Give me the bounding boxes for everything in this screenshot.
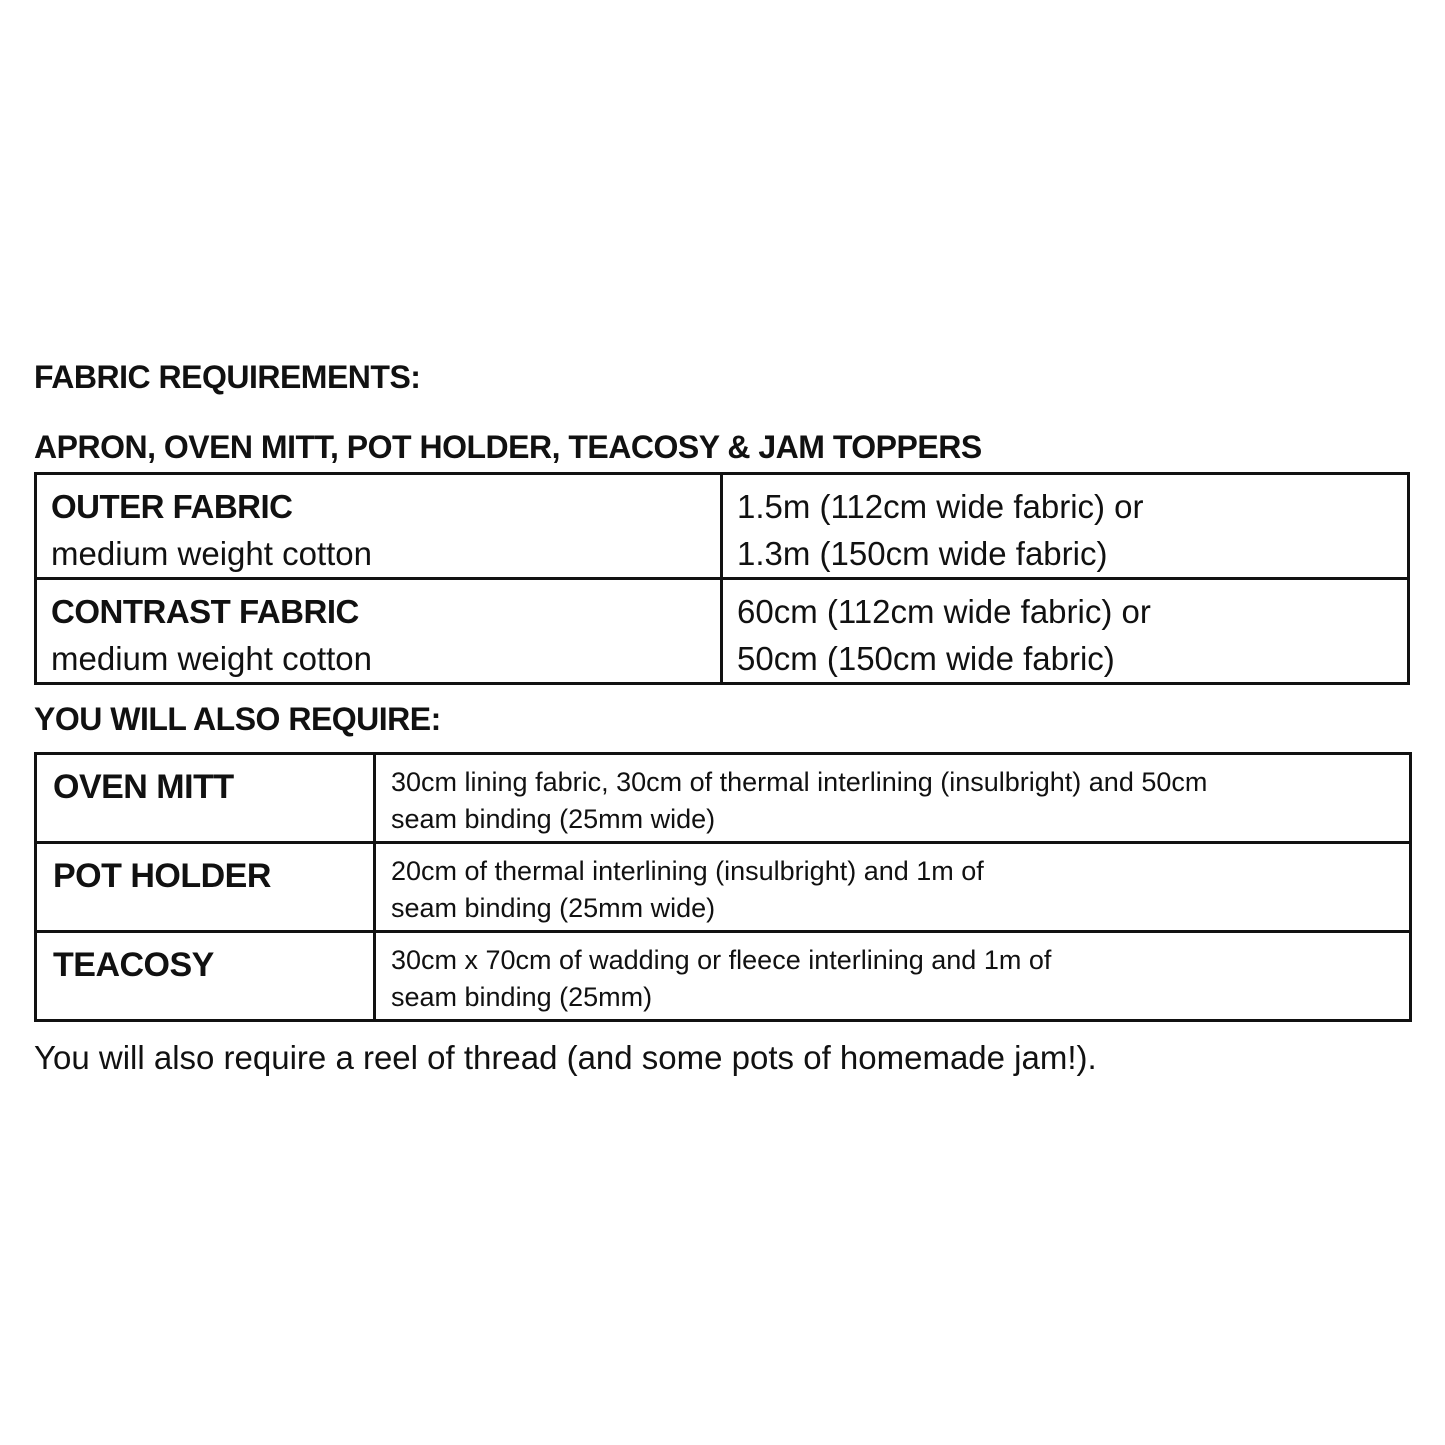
fabric-amount-line: 50cm (150cm wide fabric) [737,640,1115,677]
item-description-line: 30cm x 70cm of wadding or fleece interlining and 1m of [391,945,1052,975]
fabric-description: medium weight cotton [51,640,372,677]
table-row [36,474,1409,579]
item-description-line: seam binding (25mm wide) [391,804,716,834]
item-description-line: 20cm of thermal interlining (insulbright) and 1m of [391,856,984,886]
also-require-table [34,752,1412,1022]
item-description [375,932,1411,1021]
fabric-name: CONTRAST FABRIC [51,593,359,630]
fabric-name-cell [36,579,722,684]
footnote: You will also require a reel of thread (and some pots of homemade jam!). [34,1039,1097,1076]
fabric-name: OUTER FABRIC [51,488,293,525]
fabric-name-cell [36,474,722,579]
fabric-requirements-heading: FABRIC REQUIREMENTS: [34,359,421,395]
also-require-heading: YOU WILL ALSO REQUIRE: [34,701,441,737]
fabric-table [34,472,1410,685]
item-description [375,843,1411,932]
fabric-amount-cell [722,474,1409,579]
fabric-amount-line: 60cm (112cm wide fabric) or [737,593,1151,630]
item-description [375,754,1411,843]
item-description-line: seam binding (25mm wide) [391,893,716,923]
item-description-line: 30cm lining fabric, 30cm of thermal interlining (insulbright) and 50cm [391,767,1208,797]
table-row [36,932,1411,1021]
table-row [36,579,1409,684]
fabric-description: medium weight cotton [51,535,372,572]
table-row [36,843,1411,932]
item-name: TEACOSY [36,932,375,1021]
item-name: POT HOLDER [36,843,375,932]
table-row [36,754,1411,843]
item-name: OVEN MITT [36,754,375,843]
fabric-amount-cell [722,579,1409,684]
fabric-amount-line: 1.5m (112cm wide fabric) or [737,488,1144,525]
fabric-amount-line: 1.3m (150cm wide fabric) [737,535,1108,572]
item-description-line: seam binding (25mm) [391,982,653,1012]
items-heading: APRON, OVEN MITT, POT HOLDER, TEACOSY & JAM TOPPERS [34,429,982,465]
